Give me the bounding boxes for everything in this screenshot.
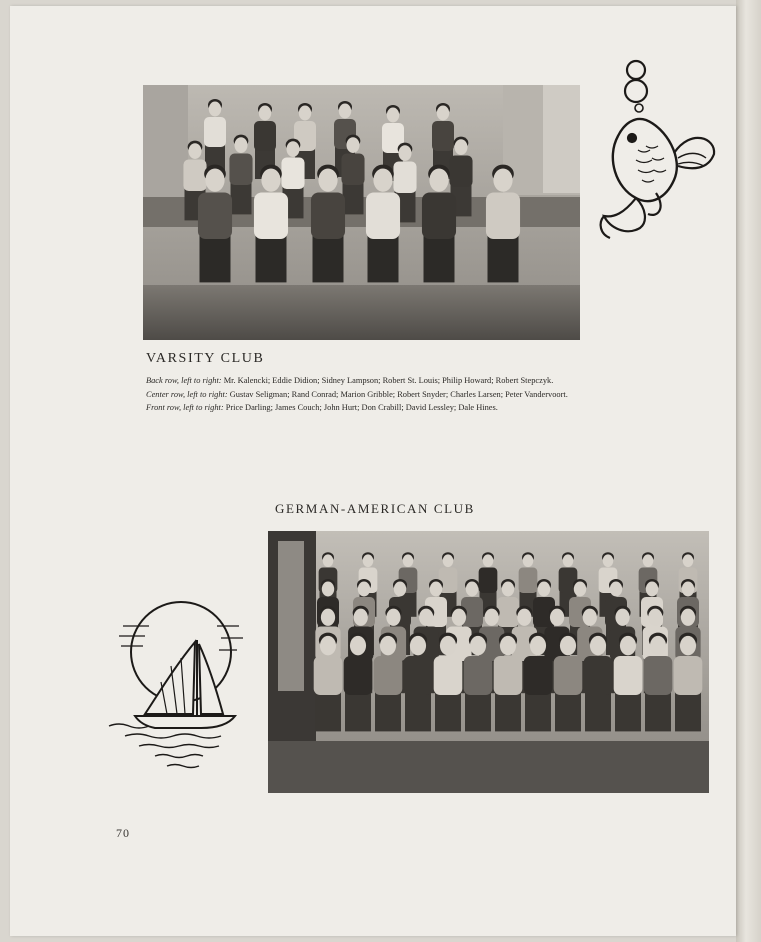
front-row-caption [146,401,616,415]
center-row-names: Gustav Seligman; Rand Conrad; Marion Gribble; Robert Snyder; Charles Larsen; Peter Vandervoort. [227,389,568,399]
fish-illustration [596,58,718,244]
back-row-caption [146,374,616,388]
german-photo-image [268,531,709,793]
varsity-club-title: VARSITY CLUB [146,351,265,366]
center-row-lead: Center row, left to right: [146,389,228,399]
back-row-names: Mr. Kalencki; Eddie Didion; Sidney Lampson; Robert St. Louis; Philip Howard; Robert Stepczyk. [221,376,554,385]
varsity-caption [146,374,616,415]
sailboat-illustration [105,596,245,772]
page-number: 70 [116,826,130,840]
book-spine [736,0,761,942]
back-row-lead: Back row, left to right: [146,376,222,385]
center-row-caption [146,388,616,402]
front-row-lead: Front row, left to right: [146,403,224,412]
varsity-club-photo [143,85,580,340]
front-row-names: Price Darling; James Couch; John Hurt; Don Crabill; David Lessley; Dale Hines. [223,403,498,412]
varsity-photo-image [143,85,580,340]
german-american-club-title: GERMAN-AMERICAN CLUB [275,501,475,516]
german-american-club-photo [268,531,709,793]
